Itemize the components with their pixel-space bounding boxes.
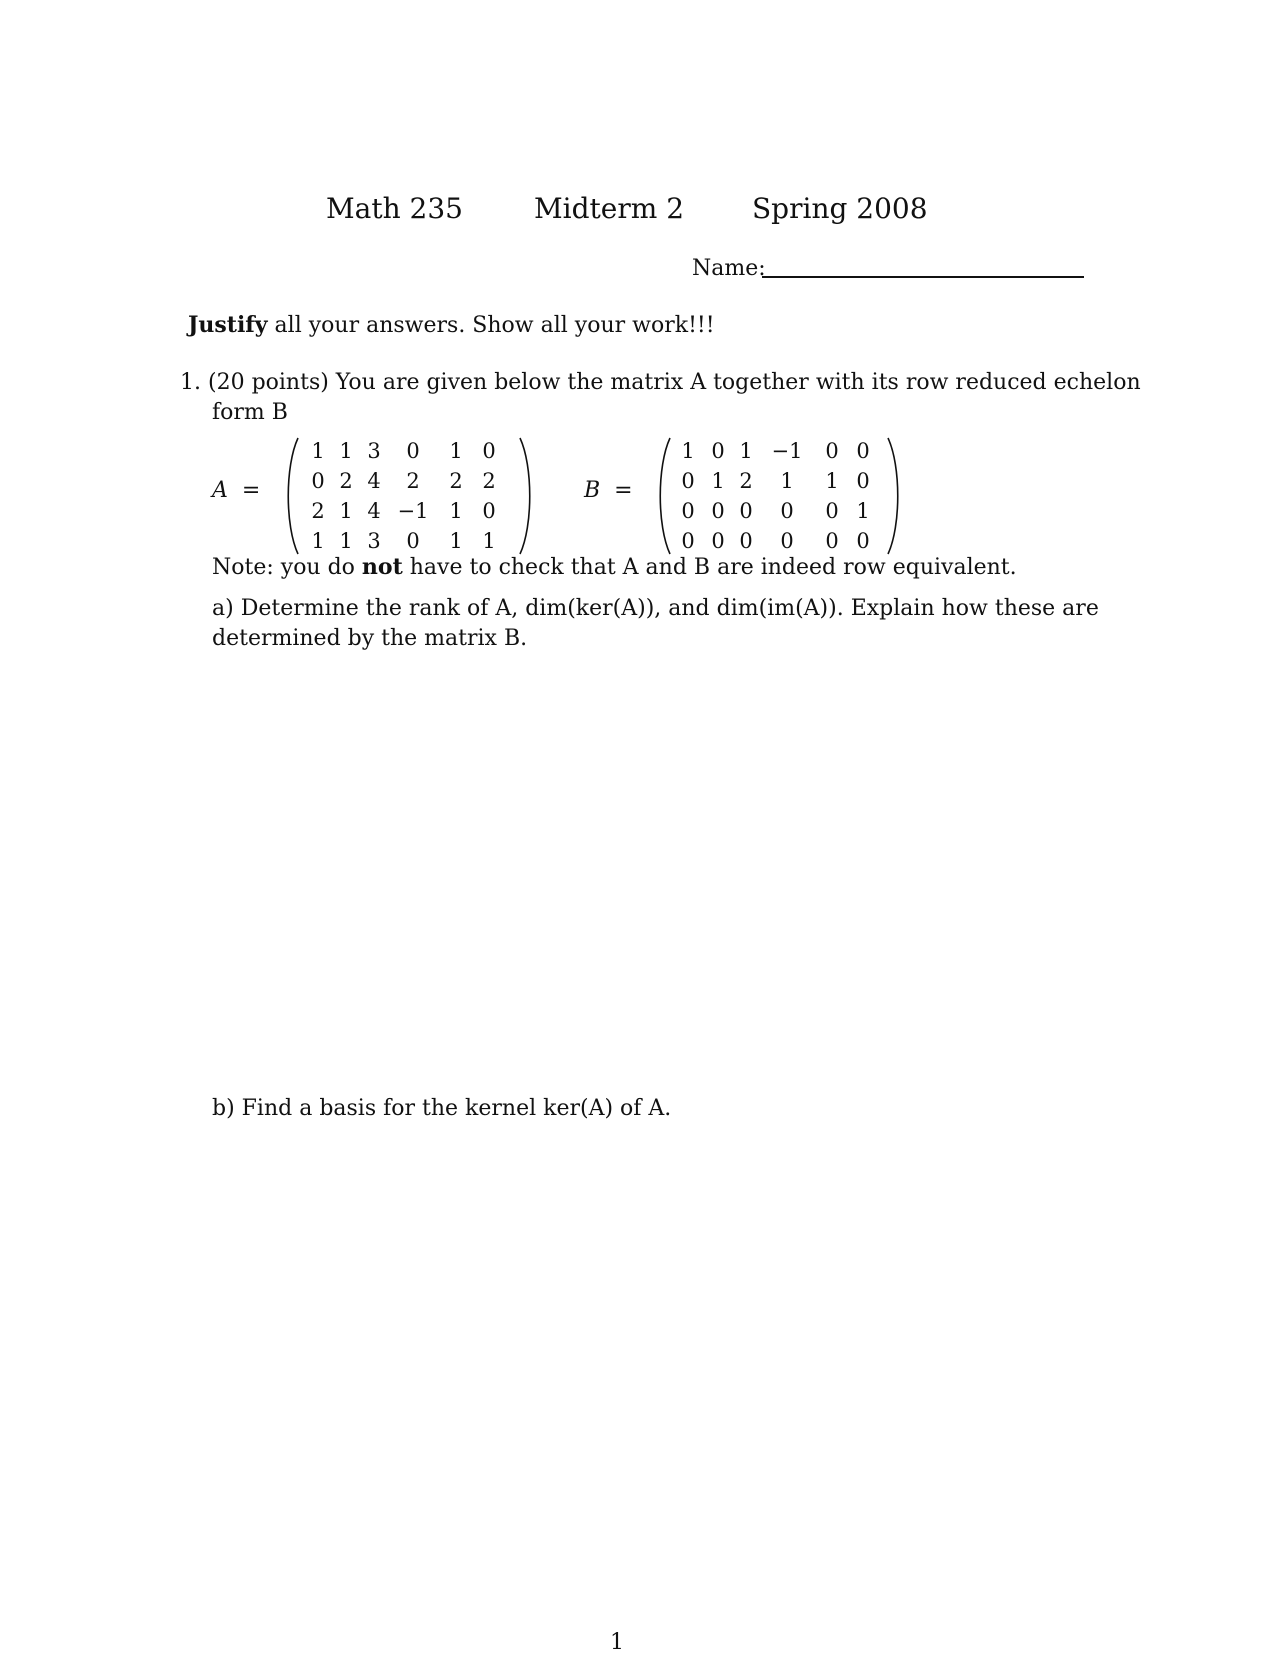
matrix-b-grid <box>672 436 876 556</box>
question1-intro-line1 <box>180 370 1141 395</box>
matrix-b-entry: 1 <box>739 439 753 463</box>
matrix-b-entry: 0 <box>856 469 870 493</box>
matrix-a-entry: 1 <box>449 529 463 553</box>
matrix-a-entry: 2 <box>311 499 325 523</box>
note-bold: not <box>361 554 403 580</box>
matrix-a-entry: 4 <box>367 499 381 523</box>
matrix-a-grid <box>304 436 504 556</box>
matrix-b-entry: 0 <box>739 529 753 553</box>
matrix-b-entry: 0 <box>856 439 870 463</box>
course-title: Math 235 <box>326 192 463 225</box>
matrix-a-entry: 0 <box>406 529 420 553</box>
matrix-a-entry: 0 <box>406 439 420 463</box>
matrix-b-entry: 1 <box>711 469 725 493</box>
exam-title: Midterm 2 <box>534 192 685 225</box>
matrix-b-entry: 2 <box>739 469 753 493</box>
term-title: Spring 2008 <box>752 192 928 225</box>
matrix-a-entry: 1 <box>339 499 353 523</box>
matrix-b-entry: 0 <box>711 439 725 463</box>
matrix-a <box>282 436 542 556</box>
matrix-b-entry: 1 <box>856 499 870 523</box>
note-prefix: Note: you do <box>212 555 362 580</box>
matrix-a-equals: = <box>241 478 261 503</box>
matrix-a-entry: 2 <box>482 469 496 493</box>
matrix-a-entry: 0 <box>482 499 496 523</box>
question1-intro-text: (20 points) You are given below the matrix A together with its row reduced echelon <box>208 370 1141 395</box>
note <box>212 554 1017 580</box>
matrix-b-entry: 0 <box>780 529 794 553</box>
matrix-a-entry: 1 <box>339 439 353 463</box>
matrix-b-entry: 1 <box>681 439 695 463</box>
note-suffix: have to check that A and B are indeed row equivalent. <box>402 555 1017 580</box>
matrix-b <box>654 436 904 556</box>
name-field-line[interactable] <box>762 276 1084 278</box>
matrix-a-entry: 3 <box>367 439 381 463</box>
matrix-a-entry: 4 <box>367 469 381 493</box>
matrix-b-entry: 0 <box>681 529 695 553</box>
matrix-b-equals: = <box>614 478 633 503</box>
matrix-b-entry: 0 <box>780 499 794 523</box>
matrix-b-symbol: B <box>584 478 601 503</box>
matrix-b-entry: −1 <box>771 439 803 463</box>
matrix-a-entry: 1 <box>482 529 496 553</box>
matrix-a-label <box>212 478 260 503</box>
right-paren-icon <box>518 436 536 556</box>
name-label: Name: <box>692 256 766 281</box>
left-paren-icon <box>282 436 300 556</box>
matrix-b-entry: 0 <box>825 439 839 463</box>
matrix-b-entry: 0 <box>825 499 839 523</box>
instructions-text: all your answers. Show all your work!!! <box>267 313 715 338</box>
matrix-b-entry: 0 <box>711 529 725 553</box>
left-paren-icon <box>654 436 672 556</box>
matrix-b-entry: 1 <box>780 469 794 493</box>
matrix-b-entry: 0 <box>711 499 725 523</box>
matrix-b-entry: 0 <box>825 529 839 553</box>
matrix-a-symbol: A <box>212 478 228 503</box>
page-number: 1 <box>610 1630 624 1655</box>
matrix-a-entry: 2 <box>449 469 463 493</box>
matrix-b-label <box>584 478 633 503</box>
matrix-b-entry: 0 <box>739 499 753 523</box>
part-b: b) Find a basis for the kernel ker(A) of A. <box>212 1096 672 1121</box>
matrix-a-entry: 0 <box>482 439 496 463</box>
matrix-a-entry: 1 <box>311 439 325 463</box>
part-a-line1: a) Determine the rank of A, dim(ker(A)), and dim(im(A)). Explain how these are <box>212 596 1099 621</box>
matrix-a-entry: −1 <box>397 499 429 523</box>
matrix-b-entry: 0 <box>681 499 695 523</box>
matrix-a-entry: 2 <box>339 469 353 493</box>
matrix-b-entry: 0 <box>856 529 870 553</box>
instructions <box>188 312 715 338</box>
matrix-b-entry: 1 <box>825 469 839 493</box>
instructions-bold: Justify <box>188 312 268 338</box>
matrix-a-entry: 0 <box>311 469 325 493</box>
matrix-a-entry: 1 <box>339 529 353 553</box>
matrix-a-entry: 1 <box>449 499 463 523</box>
matrix-a-entry: 3 <box>367 529 381 553</box>
matrix-a-entry: 1 <box>311 529 325 553</box>
matrix-a-entry: 2 <box>406 469 420 493</box>
matrix-a-entry: 1 <box>449 439 463 463</box>
question-number: 1. <box>180 370 201 395</box>
matrix-b-entry: 0 <box>681 469 695 493</box>
part-a-line2: determined by the matrix B. <box>212 626 528 651</box>
question1-intro-line2: form B <box>212 400 288 425</box>
right-paren-icon <box>886 436 904 556</box>
